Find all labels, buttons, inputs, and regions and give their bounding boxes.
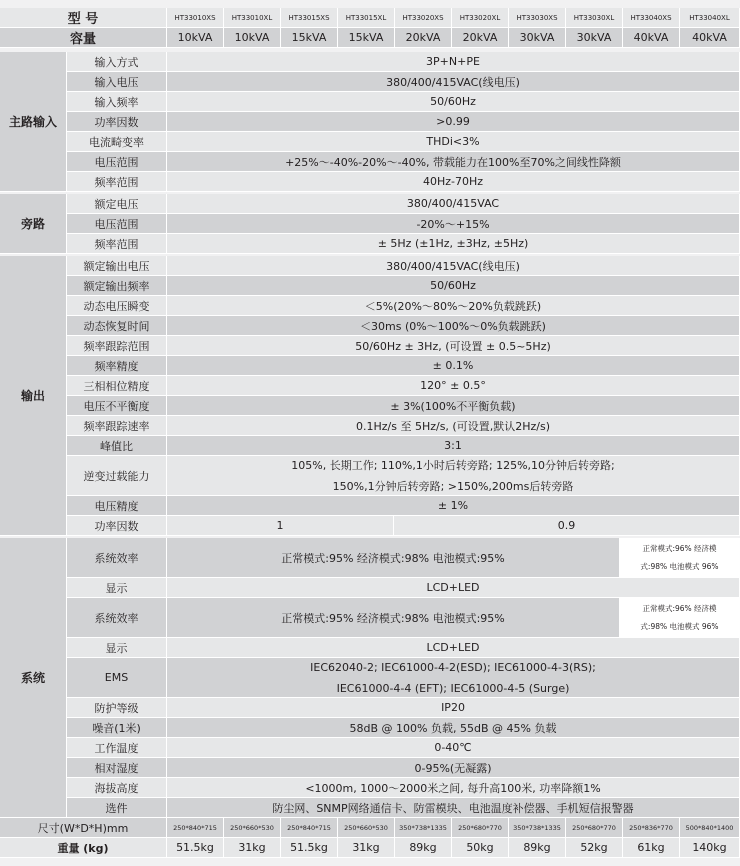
spec-value: ± 0.1% <box>167 356 740 376</box>
weight-value: 61kg <box>623 838 680 858</box>
spec-value: 0.1Hz/s 至 5Hz/s, (可设置,默认2Hz/s) <box>167 416 740 436</box>
display-label: 显示 <box>67 638 167 658</box>
spec-value: 50/60Hz ± 3Hz, (可设置 ± 0.5~5Hz) <box>167 336 740 356</box>
spec-label: 峰值比 <box>67 436 167 456</box>
spec-label: 噪音(1米) <box>67 718 167 738</box>
spec-value: 0-40℃ <box>167 738 740 758</box>
spec-label: 动态恢复时间 <box>67 316 167 336</box>
capacity-header-label: 容量 <box>0 28 167 48</box>
spec-value: 50/60Hz <box>167 92 740 112</box>
size-value: 250*840*715 <box>167 818 224 838</box>
spec-label: 频率跟踪速率 <box>67 416 167 436</box>
group-system: 系统 <box>0 538 67 818</box>
model-name: HT33030XS <box>509 8 566 28</box>
spec-value: <1000m, 1000～2000米之间, 每升高100米, 功率降额1% <box>167 778 740 798</box>
model-name: HT33030XL <box>566 8 623 28</box>
efficiency-side-value <box>620 538 740 578</box>
spec-value: ± 5Hz (±1Hz, ±3Hz, ±5Hz) <box>167 234 740 254</box>
size-value: 250*836*770 <box>623 818 680 838</box>
spec-label: 逆变过载能力 <box>67 456 167 496</box>
capacity-value: 30kVA <box>509 28 566 48</box>
spec-label: 电流畸变率 <box>67 132 167 152</box>
spec-label: 动态电压瞬变 <box>67 296 167 316</box>
efficiency-side-line: 正常模式:96% 经济模 <box>642 543 717 553</box>
model-name: HT33040XS <box>623 8 680 28</box>
capacity-value: 40kVA <box>680 28 740 48</box>
weight-value: 89kg <box>395 838 452 858</box>
capacity-value: 40kVA <box>623 28 680 48</box>
capacity-value: 20kVA <box>395 28 452 48</box>
spec-value: IP20 <box>167 698 740 718</box>
efficiency-side-line: 正常模式:96% 经济模 <box>642 603 717 613</box>
size-value: 500*840*1400 <box>680 818 740 838</box>
model-name: HT33015XL <box>338 8 395 28</box>
capacity-value: 10kVA <box>224 28 281 48</box>
model-name: HT33020XL <box>452 8 509 28</box>
overload-line: 150%,1分钟后转旁路; >150%,200ms后转旁路 <box>332 479 574 493</box>
spec-value: 380/400/415VAC(线电压) <box>167 72 740 92</box>
spec-value: ＜30ms (0%～100%～0%负载跳跃) <box>167 316 740 336</box>
spec-value: 50/60Hz <box>167 276 740 296</box>
capacity-value: 10kVA <box>167 28 224 48</box>
spec-value: +25%～-40%-20%～-40%, 带载能力在100%至70%之间线性降额 <box>167 152 740 172</box>
spec-value: >0.99 <box>167 112 740 132</box>
spec-label: 频率跟踪范围 <box>67 336 167 356</box>
efficiency-side-line: 式:98% 电池模式 96% <box>640 561 719 571</box>
size-value: 350*738*1335 <box>395 818 452 838</box>
overload-line: 105%, 长期工作; 110%,1小时后转旁路; 125%,10分钟后转旁路; <box>291 458 615 472</box>
efficiency-value: 正常模式:95% 经济模式:98% 电池模式:95% <box>167 538 620 578</box>
group-output: 输出 <box>0 256 67 536</box>
spec-label: 电压范围 <box>67 214 167 234</box>
weight-value: 31kg <box>224 838 281 858</box>
spec-value: 3:1 <box>167 436 740 456</box>
spec-value: ＜5%(20%～80%～20%负载跳跃) <box>167 296 740 316</box>
spec-label: 工作温度 <box>67 738 167 758</box>
spec-label: 输入频率 <box>67 92 167 112</box>
spec-value: 120° ± 0.5° <box>167 376 740 396</box>
model-header-label: 型 号 <box>0 8 167 28</box>
size-label: 尺寸(W*D*H)mm <box>0 818 167 838</box>
spec-value: 3P+N+PE <box>167 52 740 72</box>
spec-label: 频率范围 <box>67 172 167 192</box>
spec-label: 电压不平衡度 <box>67 396 167 416</box>
spec-label: 防护等级 <box>67 698 167 718</box>
display-value: LCD+LED <box>167 638 740 658</box>
capacity-value: 15kVA <box>281 28 338 48</box>
efficiency-label: 系统效率 <box>67 538 167 578</box>
spec-value: ± 3%(100%不平衡负载) <box>167 396 740 416</box>
spec-label: 频率精度 <box>67 356 167 376</box>
size-value: 250*660*530 <box>224 818 281 838</box>
spec-value: 58dB @ 100% 负载, 55dB @ 45% 负载 <box>167 718 740 738</box>
capacity-value: 30kVA <box>566 28 623 48</box>
spec-label: 海拔高度 <box>67 778 167 798</box>
display-value: LCD+LED <box>167 578 740 598</box>
size-value: 250*680*770 <box>566 818 623 838</box>
spec-label: 功率因数 <box>67 516 167 536</box>
capacity-value: 15kVA <box>338 28 395 48</box>
spec-value: -20%～+15% <box>167 214 740 234</box>
capacity-value: 20kVA <box>452 28 509 48</box>
ems-line: IEC61000-4-4 (EFT); IEC61000-4-5 (Surge) <box>336 681 570 695</box>
spec-value: ± 1% <box>167 496 740 516</box>
efficiency-label: 系统效率 <box>67 598 167 638</box>
size-value: 350*738*1335 <box>509 818 566 838</box>
weight-value: 50kg <box>452 838 509 858</box>
efficiency-side-line: 式:98% 电池模式 96% <box>640 621 719 631</box>
power-factor-right: 0.9 <box>394 516 740 536</box>
weight-value: 51.5kg <box>167 838 224 858</box>
ems-value <box>167 658 740 698</box>
spec-label: 额定输出频率 <box>67 276 167 296</box>
model-name: HT33010XL <box>224 8 281 28</box>
weight-label: 重量 (kg) <box>0 838 167 858</box>
spec-label: 输入方式 <box>67 52 167 72</box>
spec-label: 额定输出电压 <box>67 256 167 276</box>
spec-label: 功率因数 <box>67 112 167 132</box>
spec-value: 380/400/415VAC <box>167 194 740 214</box>
spec-value: 40Hz-70Hz <box>167 172 740 192</box>
power-factor-left: 1 <box>167 516 394 536</box>
weight-value: 140kg <box>680 838 740 858</box>
spec-label: 相对湿度 <box>67 758 167 778</box>
spec-label: 电压范围 <box>67 152 167 172</box>
spec-label: 电压精度 <box>67 496 167 516</box>
display-label: 显示 <box>67 578 167 598</box>
group-main-input: 主路输入 <box>0 52 67 192</box>
spec-label: 频率范围 <box>67 234 167 254</box>
weight-value: 89kg <box>509 838 566 858</box>
weight-value: 52kg <box>566 838 623 858</box>
spec-value: 防尘网、SNMP网络通信卡、防雷模块、电池温度补偿器、手机短信报警器 <box>167 798 740 818</box>
ems-label: EMS <box>67 658 167 698</box>
spec-value: 0-95%(无凝露) <box>167 758 740 778</box>
spec-value: 380/400/415VAC(线电压) <box>167 256 740 276</box>
spec-label: 三相相位精度 <box>67 376 167 396</box>
efficiency-value: 正常模式:95% 经济模式:98% 电池模式:95% <box>167 598 620 638</box>
weight-value: 31kg <box>338 838 395 858</box>
model-name: HT33040XL <box>680 8 740 28</box>
efficiency-side-value <box>620 598 740 638</box>
model-name: HT33010XS <box>167 8 224 28</box>
model-name: HT33015XS <box>281 8 338 28</box>
size-value: 250*660*530 <box>338 818 395 838</box>
ems-line: IEC62040-2; IEC61000-4-2(ESD); IEC61000-4-3(RS); <box>310 660 596 674</box>
group-bypass: 旁路 <box>0 194 67 254</box>
size-value: 250*840*715 <box>281 818 338 838</box>
spec-label: 选件 <box>67 798 167 818</box>
spec-value: THDi<3% <box>167 132 740 152</box>
spec-label: 额定电压 <box>67 194 167 214</box>
size-value: 250*680*770 <box>452 818 509 838</box>
model-name: HT33020XS <box>395 8 452 28</box>
weight-value: 51.5kg <box>281 838 338 858</box>
spec-label: 输入电压 <box>67 72 167 92</box>
overload-value <box>167 456 740 496</box>
